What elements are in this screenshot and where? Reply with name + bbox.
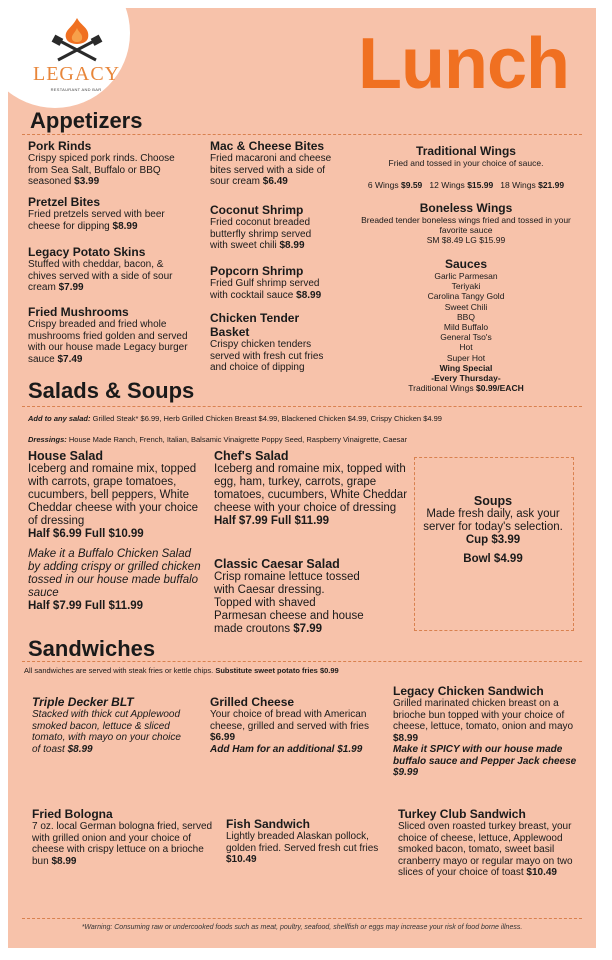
addons-text: Grilled Steak* $6.99, Herb Grilled Chicken Breast $4.99, Blackened Chicken $4.99, Crispy Chicken $4.99 (92, 414, 442, 423)
item-desc: Crisp romaine lettuce tossed with Caesar dressing. Topped with shaved Parmesan cheese and house made croutons (214, 571, 364, 635)
wing-special-text: Traditional Wings (408, 383, 474, 394)
sandwich-note-text: All sandwiches are served with steak fries or kettle chips. (24, 666, 214, 675)
item-name: Chicken Tender Basket (210, 311, 300, 339)
divider (22, 661, 582, 662)
divider (22, 406, 582, 407)
menu-item-chefs-salad (214, 449, 410, 528)
menu-item-traditional-wings (353, 144, 579, 191)
item-name: Mac & Cheese Bites (210, 139, 325, 153)
addons-label: Add to any salad: (28, 414, 91, 423)
menu-item-pretzel-bites (28, 195, 193, 232)
item-price: $7.99 (293, 623, 323, 635)
wing-special-day: -Every Thursday- (431, 373, 501, 384)
sandwich-note (24, 666, 580, 676)
menu-item-caesar-salad (214, 557, 364, 636)
item-price: $6.99 (210, 732, 236, 743)
wing-option-label: 12 Wings (429, 179, 465, 190)
brand-subtitle: RESTAURANT AND BAR (50, 87, 102, 92)
wing-special-offer (353, 383, 579, 393)
sauce-item: Teriyaki (451, 281, 481, 292)
menu-item-fried-bologna (32, 807, 218, 867)
item-price: $8.99 (393, 732, 419, 744)
brand-name: LEGACY (33, 63, 121, 85)
wing-special-title: Wing Special (439, 362, 493, 373)
item-name: Popcorn Shrimp (210, 264, 304, 278)
appetizers-heading: Appetizers (30, 108, 143, 133)
item-desc: Make it a Buffalo Chicken Salad by adding crispy or grilled chicken tossed in our house made buffalo sauce (28, 548, 201, 599)
item-name: Legacy Potato Skins (28, 245, 146, 259)
menu-page (8, 8, 596, 948)
item-desc: Lightly breaded Alaskan pollock, golden fried. Served fresh cut fries (226, 831, 379, 854)
item-name: Classic Caesar Salad (214, 557, 340, 571)
sandwich-note-sub: Substitute sweet potato fries $0.99 (215, 666, 339, 675)
menu-item-turkey-club (398, 807, 574, 879)
item-price: $10.49 (226, 854, 257, 865)
wing-option-label: 18 Wings (500, 179, 536, 190)
sauce-item: Garlic Parmesan (434, 271, 498, 281)
item-desc: Fried Gulf shrimp served with cocktail sauce (210, 278, 320, 301)
wing-option-price: $9.59 (401, 179, 423, 190)
item-price: $3.99 (74, 176, 100, 187)
item-sizes: SM $8.49 LG $15.99 (426, 235, 506, 245)
menu-item-legacy-chicken-sandwich (393, 684, 583, 779)
item-addon: Add Ham for an additional $1.99 (210, 743, 363, 755)
item-desc: Fried coconut breaded butterfly shrimp served with sweet chili (210, 217, 312, 251)
sauce-item: General Tso's (440, 332, 492, 343)
item-desc: Stuffed with cheddar, bacon, & chives served with a side of sour cream (28, 259, 173, 293)
item-name: Fried Mushrooms (28, 305, 129, 319)
item-name: Triple Decker BLT (32, 695, 134, 709)
sauce-item: Hot (459, 342, 473, 353)
item-name: Coconut Shrimp (210, 203, 304, 217)
wing-options (353, 180, 579, 192)
item-name: Chef's Salad (214, 449, 289, 463)
item-name: Legacy Chicken Sandwich (393, 684, 544, 698)
menu-item-potato-skins (28, 245, 193, 294)
item-price: $6.49 (262, 176, 288, 187)
item-upgrade: Make it SPICY with our house made buffalo sauce and Pepper Jack cheese $9.99 (393, 744, 577, 778)
item-prices: Half $7.99 Full $11.99 (28, 600, 144, 612)
sauce-item: Sweet Chili (444, 301, 488, 312)
food-warning: *Warning: Consuming raw or undercooked foods such as meat, poultry, seafood, shellfish or eggs may increase your risk of food borne illness. (81, 924, 523, 931)
divider (22, 134, 582, 135)
item-name: Boneless Wings (419, 201, 513, 215)
item-desc: Iceberg and romaine mix, topped with carrots, grape tomatoes, cucumbers, bell peppers, White Cheddar cheese with your choice of dressing (28, 463, 199, 527)
menu-item-fish-sandwich (226, 817, 386, 866)
item-desc: Fried macaroni and cheese bites served with a side of sour cream (210, 153, 332, 187)
wing-option-label: 6 Wings (367, 179, 399, 190)
menu-item-fried-mushrooms (28, 305, 200, 365)
item-desc: 7 oz. local German bologna fried, served with grilled onion and your choice of cheese with crispy lettuce on a brioche bun (32, 821, 213, 867)
sauce-item: Super Hot (446, 352, 486, 363)
menu-item-triple-decker-blt (32, 695, 192, 755)
item-name: House Salad (28, 449, 104, 463)
item-price: $7.49 (57, 353, 83, 365)
item-desc: Made fresh daily, ask your server for today's selection. (423, 508, 563, 533)
divider (22, 918, 582, 919)
item-desc: Iceberg and romaine mix, topped with egg, ham, turkey, carrots, grape tomatoes, cucumbers, White Cheddar cheese with your choice of dressing (214, 463, 408, 514)
item-price: $8.99 (112, 220, 138, 232)
menu-item-boneless-wings (353, 201, 579, 247)
item-desc: Your choice of bread with American cheese, grilled and served with fries (210, 709, 369, 732)
item-name: Pretzel Bites (28, 195, 101, 209)
item-desc: Crispy spiced pork rinds. Choose from Sea Salt, Buffalo or BBQ seasoned (28, 153, 175, 187)
page-title: Lunch (358, 24, 569, 104)
salad-dressings (28, 435, 584, 445)
item-desc: Stacked with thick cut Applewood smoked bacon, lettuce & sliced tomato, with mayo on your choice of toast (32, 709, 181, 755)
menu-item-grilled-cheese (210, 695, 395, 755)
soup-bowl-price: Bowl $4.99 (463, 553, 523, 565)
item-desc: Fried and tossed in your choice of sauce. (388, 158, 544, 168)
sauce-item: Mild Buffalo (443, 322, 489, 333)
wing-special-price: $0.99/EACH (476, 383, 524, 394)
item-prices: Half $6.99 Full $10.99 (28, 528, 144, 540)
dressings-text: House Made Ranch, French, Italian, Balsamic Vinaigrette Poppy Seed, Raspberry Vinaigrette, Caesar (68, 435, 408, 444)
menu-item-pork-rinds (28, 139, 193, 188)
item-prices: Half $7.99 Full $11.99 (214, 515, 330, 527)
item-desc: Fried pretzels served with beer cheese for dipping (28, 209, 165, 232)
menu-item-buffalo-chicken-salad (28, 548, 204, 613)
item-name: Fried Bologna (32, 807, 113, 821)
item-price: $7.99 (58, 282, 84, 293)
item-price: $8.99 (279, 240, 305, 251)
item-name: Soups (473, 494, 513, 508)
item-price: $10.49 (526, 867, 557, 878)
menu-item-popcorn-shrimp (210, 264, 338, 301)
sandwiches-heading: Sandwiches (28, 636, 156, 661)
sauces-list (353, 257, 579, 393)
item-desc: Grilled marinated chicken breast on a brioche bun topped with your choice of cheese, lettuce, tomato, onion and mayo (393, 698, 574, 732)
sauce-item: Carolina Tangy Gold (427, 291, 505, 302)
item-desc: Breaded tender boneless wings fried and tossed in your favorite sauce (361, 215, 571, 235)
wing-option-price: $21.99 (538, 179, 565, 190)
sauce-item: BBQ (457, 311, 475, 322)
dressings-label: Dressings: (28, 435, 67, 444)
menu-item-chicken-tender-basket (210, 311, 340, 374)
item-price: $8.99 (51, 855, 77, 867)
item-name: Fish Sandwich (226, 817, 311, 831)
menu-item-house-salad (28, 449, 206, 541)
item-desc: Crispy chicken tenders served with fresh cut fries and choice of dipping (210, 339, 324, 373)
item-name: Pork Rinds (28, 139, 92, 153)
flame-crossed-spatulas-icon (50, 16, 104, 62)
item-desc: Crispy breaded and fried whole mushrooms fried golden and served with our house made Legacy burger sauce (28, 319, 188, 365)
sauces-heading: Sauces (444, 257, 488, 271)
item-name: Grilled Cheese (210, 695, 295, 709)
menu-item-coconut-shrimp (210, 203, 330, 252)
menu-item-soups (422, 494, 564, 566)
menu-item-mac-cheese-bites (210, 139, 342, 188)
item-price: $8.99 (67, 743, 93, 755)
wing-option-price: $15.99 (467, 179, 494, 190)
item-desc: Sliced oven roasted turkey breast, your choice of cheese, lettuce, Applewood smoked bacon, tomato, sweet basil cranberry mayo or regular mayo on two slices of your choice of toast (398, 821, 573, 878)
salad-addons (28, 414, 584, 424)
item-price: $8.99 (296, 289, 322, 301)
item-name: Traditional Wings (416, 144, 516, 158)
salads-heading: Salads & Soups (28, 378, 195, 403)
soup-cup-price: Cup $3.99 (465, 534, 521, 546)
item-name: Turkey Club Sandwich (398, 807, 526, 821)
